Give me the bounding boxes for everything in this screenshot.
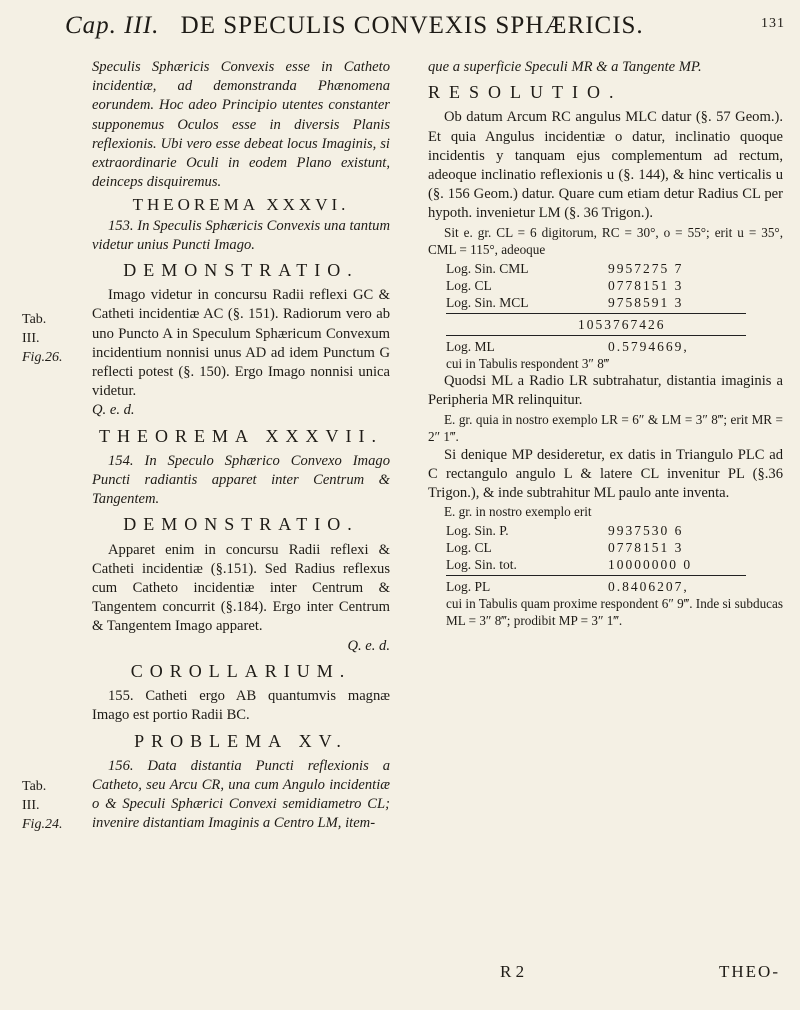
log-value: 10000000 0 (608, 556, 693, 572)
resolution-text: Quodsi ML a Radio LR subtrahatur, distantia imaginis a Peripheria MR relinquitur. (428, 373, 783, 409)
example-text: E. gr. quia in nostro exemplo LR = 6″ & LM = 3″ 8‴; erit MR = 2″ 1‴. (428, 411, 783, 445)
log-label: Log. Sin. tot. (446, 556, 517, 572)
log-label: Log. Sin. P. (446, 522, 509, 538)
log-value: 9957275 7 (608, 260, 684, 276)
table-row (446, 539, 692, 556)
running-header (65, 12, 785, 46)
log-label: Log. CL (446, 539, 492, 555)
log-table-2 (446, 522, 692, 573)
qed-mark: Q. e. d. (347, 637, 390, 654)
margin-note-tab-1 (22, 310, 88, 367)
table-note: cui in Tabulis respondent 3″ 8‴ (446, 355, 610, 371)
margin-tab-number: III. (22, 331, 40, 346)
signature-mark: R 2 (500, 962, 525, 981)
log-label: Log. ML (446, 338, 495, 354)
resolution-text: Si denique MP desideretur, ex datis in Triangulo PLC ad C rectangulo angulo L & latere CL invenitur PL (§.36 Trigon.), & inde subtrahitur ML paulo ante inventa. (428, 446, 783, 501)
margin-tab-label: Tab. (22, 779, 47, 794)
problem-heading: PROBLEMA XV. (134, 730, 348, 751)
log-sum: 1053767426 (578, 316, 666, 332)
resolution-heading: RESOLUTIO. (428, 82, 623, 103)
right-column (428, 58, 783, 630)
demonstration-heading: DEMONSTRATIO. (123, 514, 359, 535)
qed-mark: Q. e. d. (92, 402, 135, 419)
theorem-heading: THEOREMA XXXVII. (99, 425, 383, 446)
table-row (446, 338, 689, 355)
margin-tab-number: III. (22, 798, 40, 813)
demonstration-heading: DEMONSTRATIO. (123, 260, 359, 281)
table-row (446, 260, 683, 277)
table-row (446, 556, 692, 573)
log-label: Log. CL (446, 277, 492, 293)
chapter-label: Cap. III. (65, 12, 160, 39)
page-number: 131 (761, 16, 785, 31)
margin-fig-label: Fig.26. (22, 350, 63, 365)
page-footer (500, 962, 780, 982)
margin-note-tab-2 (22, 777, 88, 834)
log-result-row (446, 578, 689, 595)
sum-rule (446, 313, 746, 314)
catchword: THEO- (719, 962, 780, 981)
example-text: Sit e. gr. CL = 6 digitorum, RC = 30°, o = 55°; erit u = 35°, CML = 115°, adeoque (428, 224, 783, 258)
log-label: Log. Sin. MCL (446, 294, 529, 310)
demonstration-text: Imago videtur in concursu Radii reflexi GC & Catheti incidentiæ AC (§. 151). Radiorum vero ab uno Puncto A in Speculum Sphæricum Convexum incidentium nonnisi unus AD ad idem Punctum G reflecti potest (§. 150). Ergo Imago nonnisi unica videtur. (92, 287, 390, 400)
log-value: 0778151 3 (608, 277, 684, 293)
table-row (446, 277, 683, 294)
table-row (446, 294, 683, 311)
resolution-text: Ob datum Arcum RC angulus MLC datur (§. 57 Geom.). Et quia Angulus incidentiæ o datur, inclinatio quoque incidentis y tanquam ejus complementum ad rectum, adeoque inclinatio reflexionis u (§. 144), & hinc verticalis u (§. 156 Geom.) datur. Quare cum etiam detur Radius CL per hypoth. invenietur LM (§. 36 Trigon.). (428, 109, 783, 222)
log-label: Log. Sin. CML (446, 260, 529, 276)
log-value: 9937530 6 (608, 522, 684, 538)
log-value: 0778151 3 (608, 539, 684, 555)
corollary-text: 155. Catheti ergo AB quantumvis magnæ Imago est portio Radii BC. (92, 688, 390, 724)
log-value: 9758591 3 (608, 294, 684, 310)
margin-fig-label: Fig.24. (22, 817, 63, 832)
table-row (446, 522, 692, 539)
log-result-row (446, 338, 689, 355)
log-table-1 (446, 260, 683, 311)
log-label: Log. PL (446, 578, 491, 594)
margin-tab-label: Tab. (22, 312, 47, 327)
theorem-statement: 154. In Speculo Sphærico Convexo Imago Puncti radiantis apparet inter Centrum & Tangentem. (92, 452, 390, 508)
theorem-statement: 153. In Speculis Sphæricis Convexis una tantum videtur unius Puncti Imago. (92, 217, 390, 253)
problem-statement: 156. Data distantia Puncti reflexionis a Catheto, seu Arcu CR, una cum Angulo incidentiæ o & Speculi Sphærici Convexi semidiametro CL; invenire distantiam Imaginis a Centro LM, item- (92, 757, 390, 832)
problem-continuation: que a superficie Speculi MR & a Tangente MP. (428, 59, 702, 75)
corollary-heading: COROLLARIUM. (130, 660, 352, 681)
log-value: 0.5794669, (608, 338, 689, 354)
sum-rule (446, 335, 746, 336)
demonstration-text: Apparet enim in concursu Radii reflexi & Catheti incidentiæ (§.151). Sed Radius reflexus cum Catheto incidentiæ inter Centrum & Tangentem concurrit (§.184). Ergo inter Centrum & Tangentem Imago apparet. (92, 541, 390, 635)
log-value: 0.8406207, (608, 578, 689, 594)
final-text: cui in Tabulis quam proxime respondent 6″ 9‴. Inde si subducas ML = 3″ 8‴; prodibit MP = 3″ 1‴. (446, 595, 783, 629)
header-title: DE SPECULIS CONVEXIS SPHÆRICIS. (180, 12, 644, 39)
example-text: E. gr. in nostro exemplo erit (444, 504, 592, 520)
table-row (446, 578, 689, 595)
theorem-heading: THEOREMA XXXVI. (132, 195, 350, 215)
left-column (92, 58, 390, 834)
sum-rule (446, 575, 746, 576)
intro-paragraph: Speculis Sphæricis Convexis esse in Catheto incidentiæ, ad demonstranda Phænomena eorundem. Hoc adeo Principio utentes constanter supponemus Oculos esse in diversis Planis reflexionis. Ubi vero esse debeat locus Imaginis, si extraordinarie Oculi in eodem Plano existunt, deinceps disquiremus. (92, 59, 390, 191)
